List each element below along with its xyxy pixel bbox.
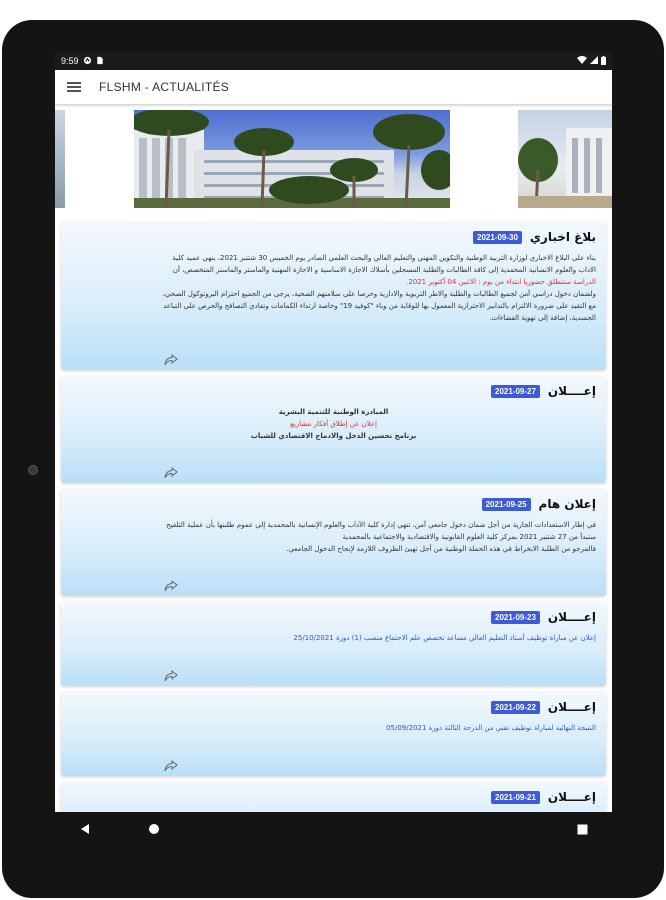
card-header — [71, 790, 596, 804]
image-carousel[interactable] — [55, 104, 612, 210]
news-card[interactable] — [61, 376, 606, 483]
card-header — [71, 610, 596, 624]
share-icon[interactable] — [164, 757, 178, 769]
date-badge: 2021-09-21 — [491, 791, 540, 804]
card-title: بلاغ اخباري — [529, 230, 596, 244]
card-text-line: الدراسة ستنطلق حضوريا ابتداء من يوم : الاثنين 04 أكتوبر 2021. — [406, 278, 596, 286]
card-title: إعــــلان — [547, 610, 596, 624]
card-text-line: المبادرة الوطنية للتنمية البشرية — [278, 408, 389, 416]
card-text-line[interactable]: إعلان عن مباراة توظيف أستاذ التعليم العالي مساعد تخصص علم الاجتماع منصب (1) دورة 25/10/2021 — [293, 634, 596, 642]
system-nav-bar — [55, 812, 612, 846]
page-title: FLSHM - ACTUALITÉS — [99, 80, 230, 94]
share-icon[interactable] — [164, 351, 178, 363]
card-text-line: مع التقيد على ضرورة الالتزام بالتدابير الاحترازية المعمول بها للوقاية من وباء "كوفيد 19" وخاصة ارتداء الكمامات وتفادي التصافح والحرص على التباعد — [163, 302, 596, 310]
wifi-icon — [577, 56, 587, 66]
sim-icon — [96, 56, 104, 67]
card-text-line: في إطار الاستعدادات الجارية من أجل ضمان دخول جامعي آمن، تنهي إدارة كلية الآداب والعلوم الإنسانية بالمحمدية إلى عموم طلبتها بأن عملية التلقيح — [166, 521, 596, 529]
card-text-line: برنامج تحسين الدخل والادماج الاقتصادي للشباب — [250, 432, 417, 440]
card-header — [71, 700, 596, 714]
news-card[interactable] — [61, 222, 606, 370]
card-header — [71, 497, 596, 511]
card-body — [71, 519, 596, 555]
carousel-image-prev[interactable] — [55, 110, 65, 208]
hamburger-menu-icon[interactable] — [67, 82, 81, 92]
app-screen — [55, 52, 612, 812]
app-bar — [55, 70, 612, 104]
camera-dot — [28, 465, 38, 475]
carousel-image-next[interactable] — [518, 110, 612, 208]
card-text-line: فالمرجو من الطلبة الانخراط في هذه الحملة الوطنية من أجل تهيئ الظروف اللازمة لإنجاح الدخول الجامعي. — [286, 545, 596, 553]
card-header — [71, 230, 596, 244]
date-badge: 2021-09-27 — [491, 385, 540, 398]
back-triangle-icon[interactable] — [79, 820, 91, 839]
share-icon[interactable] — [164, 577, 178, 589]
card-body — [71, 252, 596, 324]
card-title: إعلان هام — [538, 497, 596, 511]
card-text-line: بناء على البلاغ الاخباري لوزارة التربية الوطنية والتكوين المهني والتعليم العالي والبحث العلمي الصادر يوم الخميس 30 شتنبر 2021، ينهي عميد كلية — [172, 254, 596, 262]
card-title: إعــــلان — [547, 790, 596, 804]
card-header — [71, 384, 596, 398]
news-card[interactable] — [61, 782, 606, 812]
card-text-line: الاداب والعلوم الانسانية المحمدية إلى كافة الطالبات والطلبة المسجلين بأسلاك الاجازة الاساسية و الاجازة المهنية والماستر والماستر المتخصص، أن — [172, 266, 596, 274]
date-badge: 2021-09-25 — [482, 498, 531, 511]
card-title: إعــــلان — [547, 700, 596, 714]
news-card[interactable] — [61, 692, 606, 776]
card-text-line: ستبدأ من 27 شتنبر 2021 بمركز كلية العلوم القانونية والاقتصادية والاجتماعية بالمحمدية — [342, 533, 596, 541]
card-body — [71, 722, 596, 734]
share-icon[interactable] — [164, 667, 178, 679]
date-badge: 2021-09-30 — [473, 231, 522, 244]
recent-apps-square-icon[interactable] — [577, 820, 588, 839]
date-badge: 2021-09-23 — [491, 611, 540, 624]
date-badge: 2021-09-22 — [491, 701, 540, 714]
card-body — [71, 632, 596, 644]
card-title: إعــــلان — [547, 384, 596, 398]
status-bar — [55, 52, 612, 70]
card-text-line: الجسدية، إضافة إلى تهوية الفضاءات. — [489, 314, 596, 322]
news-card[interactable] — [61, 489, 606, 596]
home-circle-icon[interactable] — [148, 820, 160, 839]
battery-icon — [601, 56, 606, 67]
carousel-image-current[interactable] — [134, 110, 450, 208]
card-text-line: ولضمان دخول دراسي آمن لجميع الطالبات والطلبة والاطر التربوية والادارية وحرصا على سلامتهم الصحية، يرجى من الجميع احترام البروتوكول الصحي، — [162, 290, 596, 298]
card-body — [71, 406, 596, 442]
news-card[interactable] — [61, 602, 606, 686]
card-text-line[interactable]: النتيجة النهائية لمباراة توظيف تقني من الدرجة الثالثة دورة 05/09/2021 — [386, 724, 596, 732]
card-text-line: إعلان عن إطلاق أفكار مشاريع — [290, 420, 377, 428]
signal-icon — [590, 56, 598, 66]
share-icon[interactable] — [164, 464, 178, 476]
notification-icon — [83, 56, 92, 67]
status-time: 9:59 — [61, 56, 79, 66]
news-feed[interactable] — [55, 216, 612, 812]
